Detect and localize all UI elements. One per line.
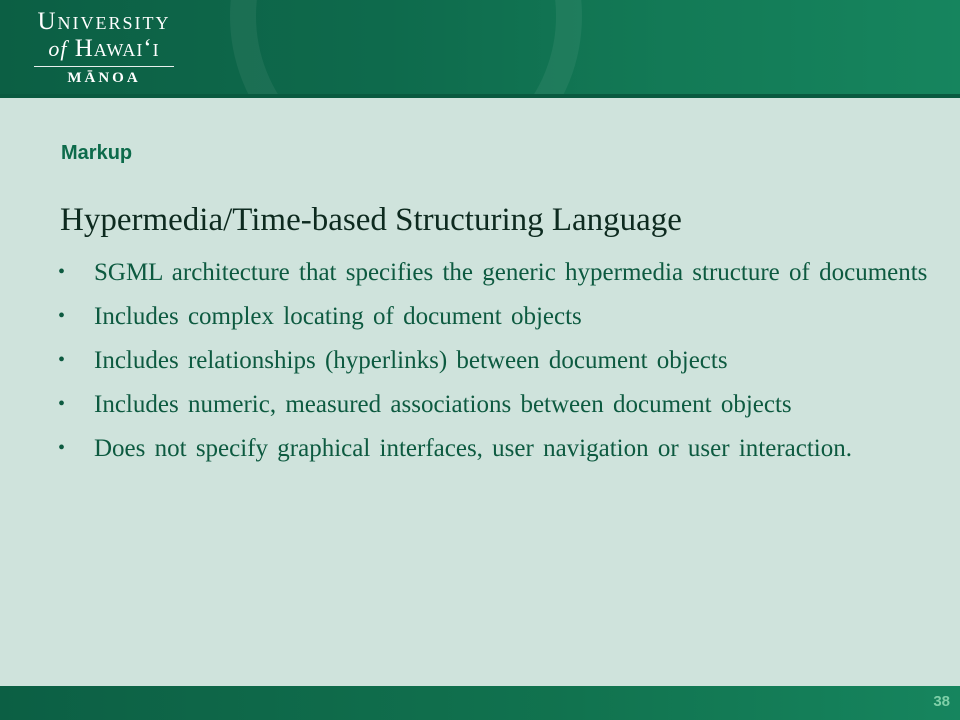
footer-bar — [0, 686, 960, 720]
header-bar — [0, 0, 960, 98]
slide-number: 38 — [933, 693, 950, 710]
logo-hawaii-text — [26, 36, 182, 62]
bullet-text: Does not specify graphical interfaces, user navigation or user interaction. — [94, 435, 852, 462]
bullet-text: Includes relationships (hyperlinks) between document objects — [94, 347, 728, 374]
bullet-icon: • — [58, 393, 66, 415]
university-logo — [26, 8, 182, 92]
bullet-icon: • — [58, 349, 66, 371]
slide-title: Hypermedia/Time-based Structuring Language — [60, 202, 682, 238]
bullet-item — [58, 386, 928, 423]
logo-university-text: University — [37, 8, 171, 35]
bullet-text: Includes numeric, measured associations between document objects — [94, 391, 792, 418]
bullet-item — [58, 254, 928, 291]
logo-manoa-text: MĀNOA — [67, 70, 141, 86]
bullet-item — [58, 342, 928, 379]
logo-rule — [34, 66, 174, 67]
bullet-item — [58, 430, 928, 467]
bullet-item — [58, 298, 928, 335]
bullet-text: Includes complex locating of document objects — [94, 303, 582, 330]
logo-hawaii-word: Hawai‘i — [74, 35, 160, 62]
bullet-text: SGML architecture that specifies the generic hypermedia structure of documents — [94, 259, 928, 286]
bullet-list — [58, 254, 928, 474]
bullet-icon: • — [58, 305, 66, 327]
bullet-icon: • — [58, 437, 66, 459]
section-title: Markup — [61, 142, 133, 164]
bullet-icon: • — [58, 261, 66, 283]
seal-watermark — [230, 0, 582, 98]
header-divider — [0, 94, 960, 98]
logo-of-text: of — [48, 36, 68, 61]
